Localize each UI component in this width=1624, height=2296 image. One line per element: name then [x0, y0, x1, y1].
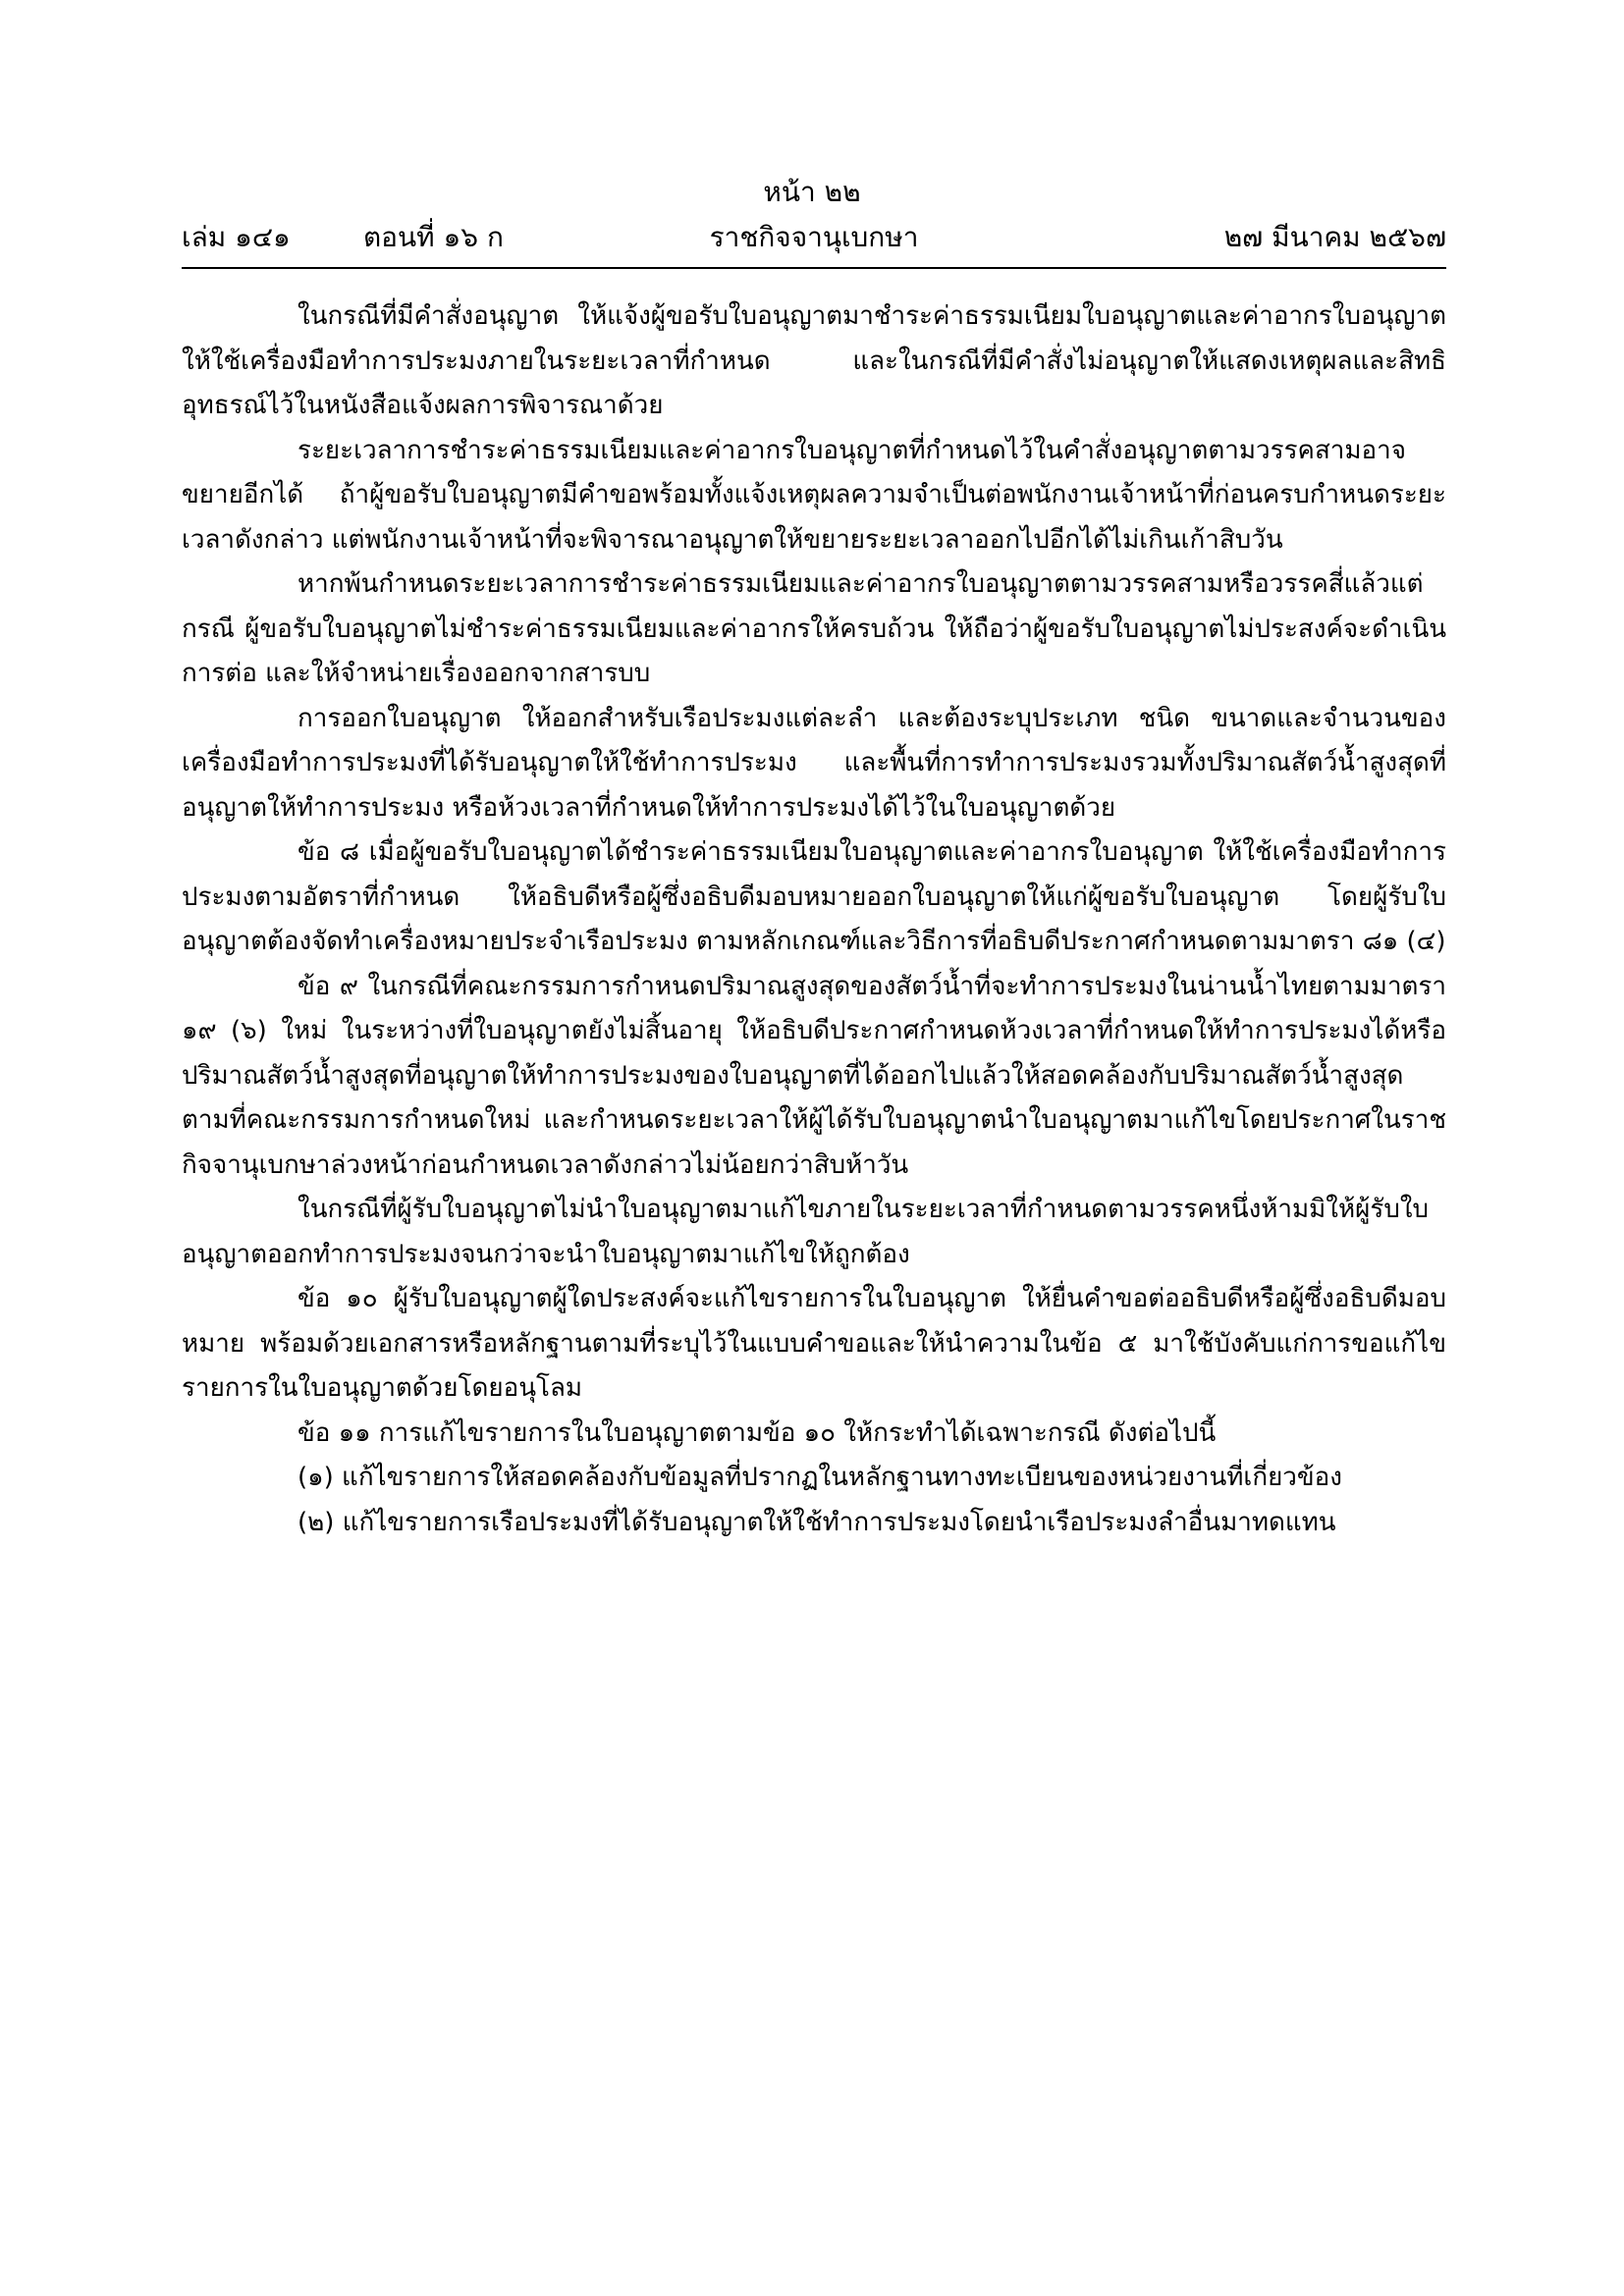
clause-11-intro: ข้อ ๑๑ การแก้ไขรายการในใบอนุญาตตามข้อ ๑๐ ให้กระทำได้เฉพาะกรณี ดังต่อไปนี้: [298, 1417, 1217, 1448]
paragraph-permit-issuance: การออกใบอนุญาต ให้ออกสำหรับเรือประมงแต่ละลำ และต้องระบุประเภท ชนิด ขนาดและจำนวนของเครื่องมือทำการประมงที่ได้รับอนุญาตให้ใช้ทำการประมง และพื้นที่การทำการประมงรวมทั้งปริมาณสัตว์น้ำสูงสุดที่อนุญาตให้ทำการประมง หรือห้วงเวลาที่กำหนดให้ทำการประมงได้ไว้ในใบอนุญาตด้วย: [182, 703, 1446, 823]
gazette-header: [182, 218, 1446, 257]
paragraph-permit-order: ในกรณีที่มีคำสั่งอนุญาต ให้แจ้งผู้ขอรับใบอนุญาตมาชำระค่าธรรมเนียมใบอนุญาตและค่าอากรใบอนุญาตให้ใช้เครื่องมือทำการประมงภายในระยะเวลาที่กำหนด และในกรณีที่มีคำสั่งไม่อนุญาตให้แสดงเหตุผลและสิทธิอุทธรณ์ไว้ในหนังสือแจ้งผลการพิจารณาด้วย: [182, 301, 1446, 420]
clause-8: ข้อ ๘ เมื่อผู้ขอรับใบอนุญาตได้ชำระค่าธรรมเนียมใบอนุญาตและค่าอากรใบอนุญาต ให้ใช้เครื่องมือทำการประมงตามอัตราที่กำหนด ให้อธิบดีหรือผู้ซึ่งอธิบดีมอบหมายออกใบอนุญาตให้แก่ผู้ขอรับใบอนุญาต โดยผู้รับใบอนุญาตต้องจัดทำเครื่องหมายประจำเรือประมง ตามหลักเกณฑ์และวิธีการที่อธิบดีประกาศกำหนดตามมาตรา ๘๑ (๔): [182, 837, 1446, 956]
clause-10: ข้อ ๑๐ ผู้รับใบอนุญาตผู้ใดประสงค์จะแก้ไขรายการในใบอนุญาต ให้ยื่นคำขอต่ออธิบดีหรือผู้ซึ่งอธิบดีมอบหมาย พร้อมด้วยเอกสารหรือหลักฐานตามที่ระบุไว้ในแบบคำขอและให้นำความในข้อ ๕ มาใช้บังคับแก่การขอแก้ไขรายการในใบอนุญาตด้วยโดยอนุโลม: [182, 1284, 1446, 1403]
page-number: หน้า ๒๒: [763, 176, 861, 208]
gazette-name: ราชกิจจานุเบกษา: [709, 221, 919, 253]
header-divider: [182, 267, 1446, 269]
publication-date: ๒๗ มีนาคม ๒๕๖๗: [1223, 221, 1446, 253]
clause-9: ข้อ ๙ ในกรณีที่คณะกรรมการกำหนดปริมาณสูงสุดของสัตว์น้ำที่จะทำการประมงในน่านน้ำไทยตามมาตรา ๑๙ (๖) ใหม่ ในระหว่างที่ใบอนุญาตยังไม่สิ้นอายุ ให้อธิบดีประกาศกำหนดห้วงเวลาที่กำหนดให้ทำการประมงได้หรือปริมาณสัตว์น้ำสูงสุดที่อนุญาตให้ทำการประมงของใบอนุญาตที่ได้ออกไปแล้วให้สอดคล้องกับปริมาณสัตว์น้ำสูงสุดตามที่คณะกรรมการกำหนดใหม่ และกำหนดระยะเวลาให้ผู้ได้รับใบอนุญาตนำใบอนุญาตมาแก้ไขโดยประกาศในราชกิจจานุเบกษาล่วงหน้าก่อนกำหนดเวลาดังกล่าวไม่น้อยกว่าสิบห้าวัน: [182, 971, 1446, 1180]
clause-9-paragraph-2: ในกรณีที่ผู้รับใบอนุญาตไม่นำใบอนุญาตมาแก้ไขภายในระยะเวลาที่กำหนดตามวรรคหนึ่งห้ามมิให้ผู้รับใบอนุญาตออกทำการประมงจนกว่าจะนำใบอนุญาตมาแก้ไขให้ถูกต้อง: [182, 1195, 1430, 1269]
document-body: [182, 294, 1446, 1545]
clause-11-item-2: (๒) แก้ไขรายการเรือประมงที่ได้รับอนุญาตให้ใช้ทำการประมงโดยนำเรือประมงลำอื่นมาทดแทน: [298, 1507, 1336, 1537]
paragraph-payment-extension: ระยะเวลาการชำระค่าธรรมเนียมและค่าอากรใบอนุญาตที่กำหนดไว้ในคำสั่งอนุญาตตามวรรคสามอาจขยายอีกได้ ถ้าผู้ขอรับใบอนุญาตมีคำขอพร้อมทั้งแจ้งเหตุผลความจำเป็นต่อพนักงานเจ้าหน้าที่ก่อนครบกำหนดระยะเวลาดังกล่าว แต่พนักงานเจ้าหน้าที่จะพิจารณาอนุญาตให้ขยายระยะเวลาออกไปอีกได้ไม่เกินเก้าสิบวัน: [182, 435, 1446, 555]
clause-11-item-1: (๑) แก้ไขรายการให้สอดคล้องกับข้อมูลที่ปรากฏในหลักฐานทางทะเบียนของหน่วยงานที่เกี่ยวข้อง: [298, 1463, 1342, 1492]
paragraph-payment-lapse: หากพ้นกำหนดระยะเวลาการชำระค่าธรรมเนียมและค่าอากรใบอนุญาตตามวรรคสามหรือวรรคสี่แล้วแต่กรณี ผู้ขอรับใบอนุญาตไม่ชำระค่าธรรมเนียมและค่าอากรให้ครบถ้วน ให้ถือว่าผู้ขอรับใบอนุญาตไม่ประสงค์จะดำเนินการต่อ และให้จำหน่ายเรื่องออกจากสารบบ: [182, 569, 1446, 688]
volume-number: เล่ม ๑๔๑: [182, 221, 291, 253]
issue-number: ตอนที่ ๑๖ ก: [363, 221, 504, 253]
